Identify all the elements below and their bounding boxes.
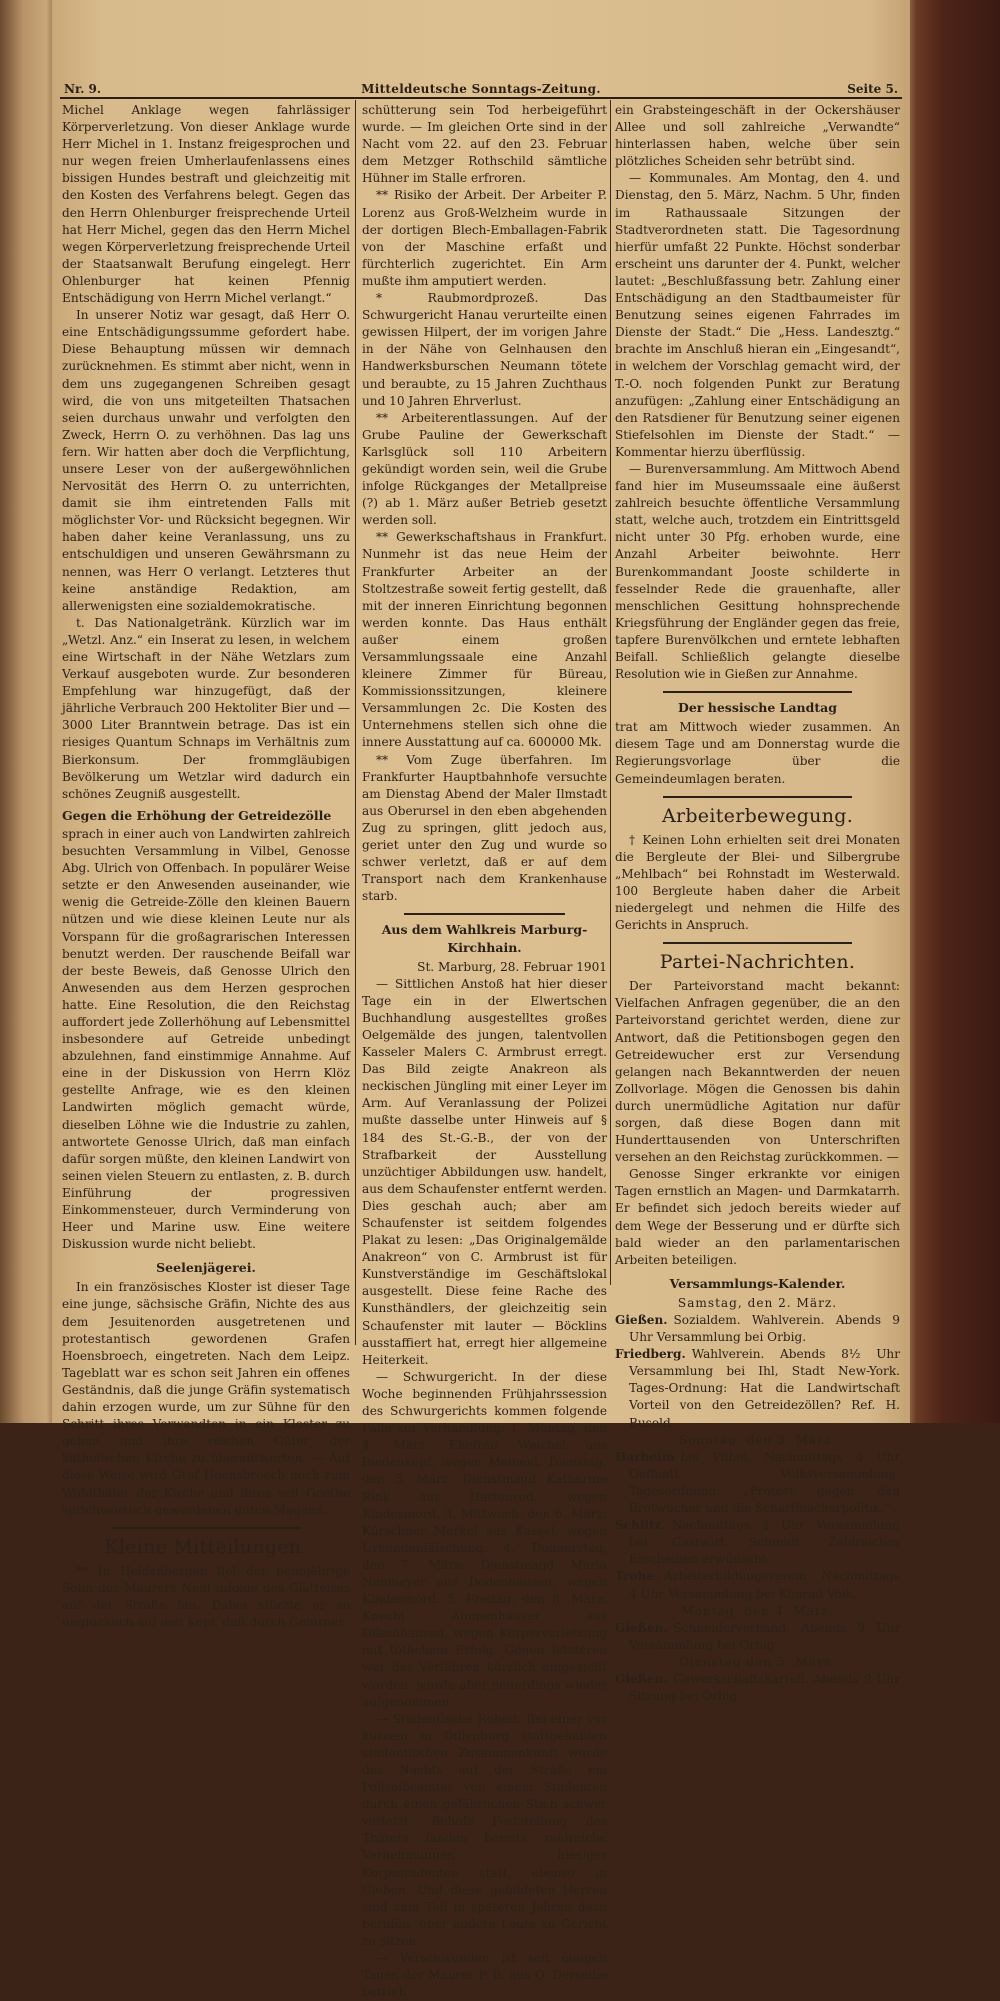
column-divider — [610, 100, 611, 1285]
section-heading: Versammlungs-Kalender. — [669, 1275, 846, 1291]
article-paragraph: t. Das Nationalgetränk. Kürzlich war im „Wetzl. Anz.“ ein Inserat zu lesen, in welchem eine Wirtschaft in der Nähe Wetzlars zum Verkauf ausgeboten wurde. Zur besonderen Empfehlung war hinzugefügt, daß der jährliche Verbrauch 200 Hektoliter Bier und — 3000 Liter Branntwein betrage. Das ist ein riesiges Quantum Schnaps im Verhältnis zum Bierkonsum. Der frommgläubigen Bevölkerung um Wetzlar wird dadurch ein schönes Zeugniß ausgestellt. — [62, 615, 350, 801]
newspaper-page — [52, 0, 910, 2000]
article-paragraph: — Burenversammlung. Am Mittwoch Abend fand hier im Museumssaale eine äußerst zahlreich besuchte öffentliche Versammlung statt, welche auch, trotzdem ein Eintrittsgeld nicht unter 30 Pfg. erhoben wurde, eine Anzahl Arbeiter beiwohnte. Herr Burenkommandant Jooste schilderte in fesselnder Rede die grauenhafte, aller menschlichen Gesittung hohnsprechende Kriegsführung der Engländer gegen das freie, tapfere Burenvölkchen und erntete lebhaften Beifall. Schließlich gelangte dieselbe Resolution wie in Gießen zur Annahme. — [615, 461, 900, 682]
calendar-details: Wahlverein. Abends 8½ Uhr Versammlung bei Ihl, Stadt New-York. Tages-Ordnung: Hat die Landwirtschaft Vorteil von den Getreidezöllen? Ref. H. Busold. — [629, 1347, 900, 1430]
article-paragraph: — Sittlichen Anstoß hat hier dieser Tage ein in der Elwertschen Buchhandlung ausgestelltes großes Oelgemälde des jungen, talentvollen Kasseler Malers C. Armbrust erregt. Das Bild zeigte Anakreon als neckischen Jüngling mit einer Leyer im Arm. Auf Veranlassung der Polizei mußte dasselbe unter Hinweis auf § 184 des St.-G.-B., der von der Strafbarkeit der Ausstellung unzüchtiger Abbildungen usw. handelt, aus dem Schaufenster entfernt werden. Dies geschah auch; aber am Schaufenster ist seitdem folgendes Plakat zu lesen: „Das Originalgemälde Anakreon“ von C. Armbrust ist für Kunstverständige im Geschäftslokal ausgestellt. Diese feine Rache des Kunsthändlers, der gleichzeitig sein Schaufenster mit lauter — Böcklins ausstaffiert hat, erregt hier allgemeine Heiterkeit. — [362, 976, 607, 1367]
calendar-day: Sonntag, den 3. März. — [678, 1432, 837, 1447]
section-heading: Der hessische Landtag — [678, 700, 837, 716]
column-2 — [362, 102, 607, 2001]
calendar-day: Samstag, den 2. März. — [677, 1295, 838, 1310]
calendar-details: Schneiderverband. Abends 9 Uhr Versammlung bei Orbig. — [629, 1620, 900, 1652]
header-rule — [60, 97, 902, 99]
section-title: Kleine Mitteilungen. — [104, 1535, 308, 1558]
calendar-details: Gewerkschaftskartell. Abends 9 Uhr Sitzung bei Orbig. — [629, 1671, 900, 1704]
article-paragraph: — Kommunales. Am Montag, den 4. und Dienstag, den 5. März, Nachm. 5 Uhr, finden im Rathaussaale Sitzungen der Stadtverordneten statt. Die Tagesordnung hierfür umfaßt 22 Punkte. Höchst sonderbar erscheint uns darunter der 4. Punkt, welcher lautet: „Beschlußfassung betr. Zahlung einer Entschädigung an den Stadtbaumeister für Benutzung seines eigenen Fahrrades im Dienste der Stadt.“ Die „Hess. Landesztg.“ brachte im Anschluß hieran ein „Eingesandt“, in welchem der Vorschlag gemacht wird, der T.-O. noch folgenden Punkt zur Beratung anzufügen: „Zahlung einer Entschädigung an den Ratsdiener für Benutzung seiner eigenen Stiefelsohlen im Dienste der Stadt.“ — Kommentar hierzu überflüssig. — [615, 171, 900, 459]
calendar-entry — [615, 1568, 900, 1602]
column-divider — [355, 100, 356, 1345]
section-rule — [663, 942, 851, 944]
column-1 — [62, 102, 350, 1631]
calendar-entry — [615, 1449, 900, 1517]
article-paragraph: Der Parteivorstand macht bekannt: Vielfachen Anfragen gegenüber, die an den Parteivorstand gerichtet werden, diene zur Antwort, daß die Petitionsbogen gegen den Getreidewucher erst zur Versendung gelangen nach Bekanntwerden der neuen Zollvorlage. Mögen die Genossen bis dahin durch unermüdliche Agitation nur dafür sorgen, daß diese Bogen dann mit Hunderttausenden von Unterschriften versehen an den Reichstag zurückkommen. — — [615, 979, 900, 1165]
section-title: Partei-Nachrichten. — [659, 951, 856, 974]
article-paragraph: * Raubmordprozeß. Das Schwurgericht Hanau verurteilte einen gewissen Hilpert, der im vorigen Jahre in der Nähe von Gelnhausen den Handwerksburschen Neumann tötete und beraubte, zu 15 Jahren Zuchthaus und 10 Jahren Ehrverlust. — [362, 291, 607, 408]
calendar-details: Sozialdem. Wahlverein. Abends 9 Uhr Versammlung bei Orbig. — [629, 1313, 900, 1345]
section-heading: Aus dem Wahlkreis Marburg-Kirchhain. — [381, 922, 588, 955]
article-paragraph: Genosse Singer erkrankte vor einigen Tagen ernstlich an Magen- und Darmkatarrh. Er befindet sich jedoch bereits wieder auf dem Wege der Besserung und er dürfte sich bald wieder an den parlamentarischen Arbeiten beteiligen. — [615, 1167, 900, 1267]
calendar-details: Nachmittags 4 Uhr Versammlung bei Gastwirt Schmidt. Zahlreiches Erscheinen erwünscht. — [629, 1518, 900, 1567]
article-paragraph: trat am Mittwoch wieder zusammen. An diesem Tage und am Donnerstag wurde die Regierungsvorlage über die Gemeindeumlagen beraten. — [615, 720, 900, 786]
article-paragraph: ein Grabsteingeschäft in der Ockershäuser Allee und soll zahlreiche „Verwandte“ hinterlassen haben, welche über sein plötzliches Scheiden sehr betrübt sind. — [615, 103, 900, 169]
calendar-day: Dienstag den 5. März. — [679, 1654, 836, 1669]
calendar-place: Gießen. — [615, 1620, 668, 1635]
article-paragraph: † Keinen Lohn erhielten seit drei Monaten die Bergleute der Blei- und Silbergrube „Mehlbach“ bei Rohnstadt im Westerwald. 100 Bergleute haben daher die Arbeit niedergelegt und nehmen die Hilfe des Gerichts in Anspruch. — [615, 832, 900, 933]
newspaper-title: Mitteldeutsche Sonntags-Zeitung. — [361, 82, 601, 96]
article-paragraph: In unserer Notiz war gesagt, daß Herr O. eine Entschädigungssumme gefordert habe. Diese Behauptung müssen wir demnach zurücknehmen. Es stimmt aber nicht, wenn in dem uns zugegangenen Schreiben gesagt wird, die von uns mitgeteilten Thatsachen seien durchaus unwahr und verfolgten den Zweck, Herrn O. zu verhöhnen. Das lag uns fern. Wir hatten aber doch die Verpflichtung, unsere Leser von der außergewöhnlichen Nervosität des Herrn O. zu unterrichten, damit sie ihm eintretenden Falls mit möglichster Vor- und Rücksicht begegnen. Wir haben daher keine Veranlassung, uns zu entschuldigen und unseren Gewährsmann zu nennen, was Herr O verlangt. Letzteres thut keine anständige Redaktion, am allerwenigsten eine sozialdemokratische. — [62, 308, 350, 613]
section-heading: Seelenjägerei. — [156, 1260, 256, 1276]
dateline: St. Marburg, 28. Februar 1901 — [417, 959, 607, 974]
book-binding — [905, 0, 1000, 1423]
section-rule — [404, 913, 566, 915]
article-paragraph: In ein französisches Kloster ist dieser Tage eine junge, sächsische Gräfin, Nichte des aus dem Jesuitenorden ausgetretenen und protestantisch gewordenen Grafen Hoensbroech, eingetreten. Nach dem Leipz. Tageblatt war es schon seit Jahren ein offenes Geständnis, daß die junge Gräfin systematisch dahin erzogen wurde, um zur Sühne für den Schritt ihres Verwandten in ein Kloster zu gehen und ihre reichen Güter der katholischen Kirche zu überantworten. — Auf diese Weise wird Graf Hoensbroech noch zum Wohlthäter der Kirche und ihres seit Goethe sprichwörtlich gewordenen guten Magens. — [62, 1280, 350, 1517]
article-paragraph: — Verschwunden ist seit einigen Tagen der Maurer P. B. aus O. Derselbe betrieb — [362, 1951, 607, 2000]
page-header — [62, 82, 900, 98]
calendar-place: Harheim — [615, 1449, 675, 1464]
section-rule — [111, 1527, 301, 1529]
article-paragraph: ** Gewerkschaftshaus in Frankfurt. Nunmehr ist das neue Heim der Frankfurter Arbeiter an der Stoltzestraße soweit fertig gestellt, daß mit der inneren Einrichtung begonnen werden konnte. Das Haus enthält außer einem großen Versammlungssaale eine Anzahl kleinere Zimmer für Büreau, Kommissionssitzungen, kleinere Versammlungen 2c. Die Kosten des Unternehmens stellen sich ohne die innere Ausstattung auf ca. 600000 Mk. — [362, 530, 607, 750]
article-paragraph: schütterung sein Tod herbeigeführt wurde. — Im gleichen Orte sind in der Nacht vom 22. auf den 23. Februar dem Metzger Rothschild sämtliche Hühner im Stalle erfroren. — [362, 103, 607, 186]
previous-page-edge — [0, 0, 58, 1423]
calendar-place: Gießen. — [615, 1313, 668, 1327]
section-title: Arbeiterbewegung. — [661, 804, 854, 827]
article-paragraph: ** Vom Zuge überfahren. Im Frankfurter Hauptbahnhofe versuchte am Dienstag Abend der Maler Ilmstadt aus Oberursel in den eben abgehenden Zug zu springen, glitt jedoch aus, geriet unter den Zug und wurde so schwer verletzt, daß er auf dem Transport nach dem Krankenhause starb. — [362, 752, 607, 904]
article-paragraph: sprach in einer auch von Landwirten zahlreich besuchten Versammlung in Vilbel, Genosse Abg. Ulrich von Offenbach. In populärer Weise setzte er den Anwesenden auseinander, wie wenig die Getreide-Zölle den kleinen Bauern nützen und wie diese kleinen Leute nur als Vorspann für die großagrarischen Interessen benutzt werden. Der rauschende Beifall war der beste Beweis, daß Genosse Ulrich den Anwesenden aus dem Herzen gesprochen hatte. Eine Resolution, die den Reichstag auffordert jede Zollerhöhung auf Lebensmittel insbesondere auf Getreide unbedingt abzulehnen, fand einstimmige Annahme. Auf eine in der Diskussion von Herrn Klöz gestellte Anfrage, wie es den kleinen Landwirten möglich gemacht würde, dieselben Löhne wie die Industrie zu zahlen, antwortete Genosse Ulrich, daß man einfach dafür sorgen müßte, den kleinen Landwirt von seinen vielen Steuern zu entlasten, z. B. durch Einführung der progressiven Einkommensteuer, durch Verminderung von Heer und Marine usw. Eine weitere Diskussion wurde nicht beliebt. — [62, 826, 350, 1252]
section-rule — [663, 691, 851, 693]
article-paragraph: — Schwurgericht. In der diese Woche beginnenden Frühjahrssession des Schwurgerichts kommen folgende Fälle zur Verhandlung: 1. Montag, den 4. März: Ehefrau Weichel aus Biedenkopf, wegen Meineid. Dienstag, den 5. März: Dienstmagd Katharine Rink aus Hartenrod, wegen Kindesmord. 3. Mittwoch, den 6. März: Kürschner Merkel aus Kassel, wegen Urkundenfälschung. 4. Donnerstag, den 7. März: Dienstmagd Maria Neumeyer aus Dodenhausen, wegen Kindesmord. 5. Freitag, den 8. März: Knecht Ammenhäuser aus Dilschhausen, wegen Körperverletzung mit tötlichem Erfolg. Gegen letzteren war das Verfahren kürzlich eingestellt worden, wurde aber neuerdings wieder aufgenommen. — [362, 1369, 607, 1709]
article-paragraph: ** Risiko der Arbeit. Der Arbeiter P. Lorenz aus Groß-Welzheim wurde in der dortigen Blech-Emballagen-Fabrik von der Maschine erfaßt und fürchterlich zugerichtet. Ein Arm mußte ihm amputiert werden. — [362, 188, 607, 288]
issue-number: Nr. 9. — [64, 82, 102, 96]
calendar-place: Schlitz. — [615, 1518, 666, 1533]
article-paragraph: — Studentische Roheit. Bei einer vor kurzem in Dillenburg stattgehabten studentischen Zusammenkunft wurde des Nachts auf der Straße ein Polizeibeamter von einem Studenten durch einen gefährlichen Stich schwer verletzt. Behufs Feststellung des Thäters fanden bereits zahlreiche Vernehmungen hiesiger Korpsstudenten statt, ebenso in Gießen. Und diese gebildeten Herren sind zum Teil in späteren Jahren dazu berufen, über andere Leute zu Gericht zu sitzen. — [362, 1711, 607, 1948]
page-number: Seite 5. — [847, 82, 898, 96]
calendar-entry — [615, 1671, 900, 1705]
article-paragraph: ** In Heldenbergen fiel der neunjährige Sohn des Maurers Neul infolge des Glatteises auf der Straße hin. Dabei stürzte er so unglücklich auf den Kopf, daß durch Gehirner- — [62, 1563, 350, 1629]
calendar-entry — [615, 1620, 900, 1654]
article-paragraph: Michel Anklage wegen fahrlässiger Körperverletzung. Von dieser Anklage wurde Herr Michel in 1. Instanz freigesprochen und nur wegen freien Umherlaufenlassens eines bissigen Hundes bestraft und gleichzeitig mit den Kosten des Verfahrens belegt. Gegen das den Herrn Ohlenburger freisprechende Urteil hat Herr Michel, gegen das den Herrn Michel wegen Körperverletzung freisprechende Urteil der Staatsanwalt Berufung eingelegt. Herr Ohlenburger hat keinen Pfennig Entschädigung von Herrn Michel verlangt.“ — [62, 103, 350, 306]
calendar-details: Arbeiterbildungsverein. Nachmittags 4 Uhr Versammlung bei Konrad Volk. — [629, 1569, 900, 1601]
calendar-entry — [615, 1312, 900, 1346]
calendar-place: Gießen. — [615, 1671, 668, 1686]
column-3 — [615, 102, 900, 1705]
calendar-entry — [615, 1517, 900, 1568]
section-rule — [663, 796, 851, 798]
section-heading: Gegen die Erhöhung der Getreidezölle — [62, 807, 332, 823]
calendar-place: Trohe. — [615, 1569, 659, 1584]
calendar-details: bei Vilbel. Nachmittags 4 Uhr Oeffentl. Volksversammlung. Tagesordnung: „Protest gegen den Brotwucher und die Scharfmacherpolitik.“ — [629, 1449, 900, 1516]
calendar-place: Friedberg. — [615, 1347, 686, 1362]
calendar-entry — [615, 1346, 900, 1431]
article-paragraph: ** Arbeiterentlassungen. Auf der Grube Pauline der Gewerkschaft Karlsglück soll 110 Arbeitern gekündigt worden sein, weil die Grube infolge Rückganges der Metallpreise (?) ab 1. März außer Betrieb gesetzt werden soll. — [362, 410, 607, 528]
calendar-day: Montag, den 4. März. — [681, 1603, 834, 1618]
